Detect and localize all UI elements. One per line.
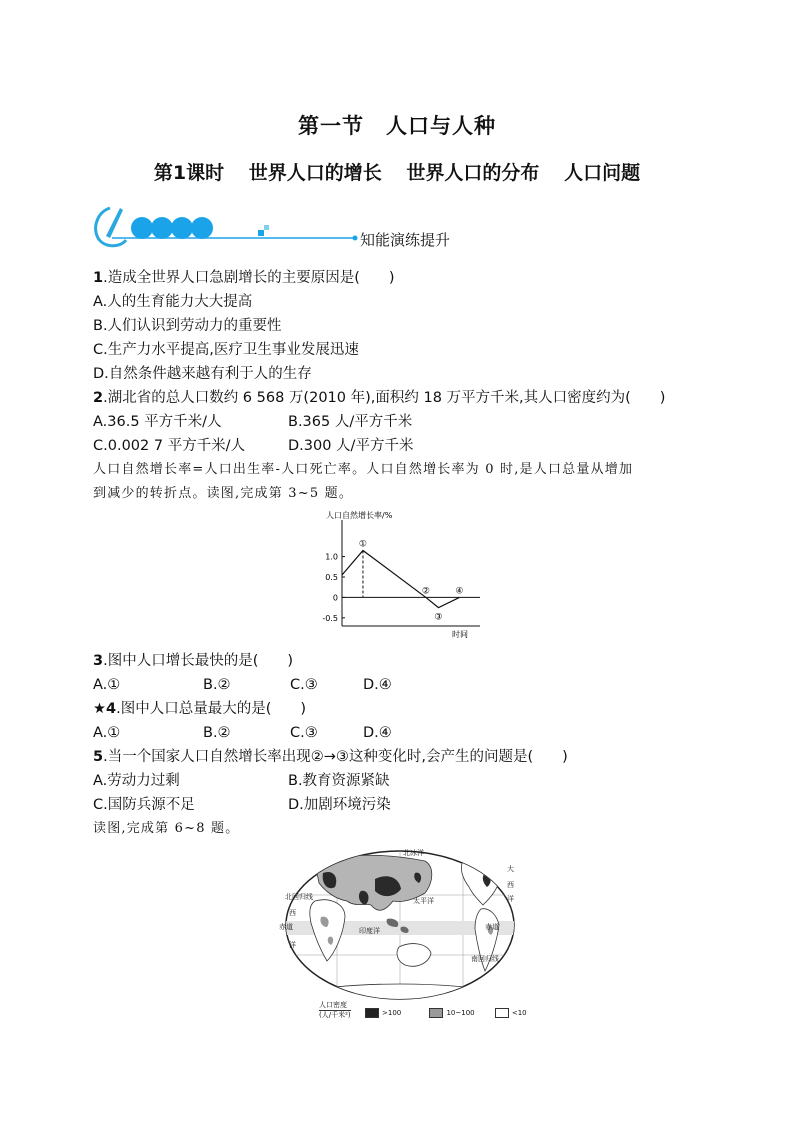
map-label: 西 xyxy=(289,909,296,917)
reading-intro: 读图,完成第 6~8 题。 xyxy=(93,821,240,836)
question-4-stem: ★4.图中人口总量最大的是( ) xyxy=(93,701,307,717)
map-legend xyxy=(319,1001,351,1020)
subtitle-part: 第1课时 xyxy=(153,162,225,184)
question-2-option: B.365 人/平方千米 xyxy=(288,414,413,430)
map-label: 南回归线 xyxy=(471,955,499,963)
question-3-option: D.④ xyxy=(363,677,392,693)
legend-label: <10 xyxy=(511,1009,527,1017)
question-2-stem: 2.湖北省的总人口数约 6 568 万(2010 年),面积约 18 万平方千米,其人口密度约为( ) xyxy=(93,390,666,406)
section-banner xyxy=(92,204,492,250)
subtitle-part: 人口问题 xyxy=(564,162,641,184)
page-title: 第一节 人口与人种 xyxy=(298,114,496,138)
legend-unit: (人/千米²) xyxy=(319,1011,351,1019)
question-2-option: C.0.002 7 平方千米/人 xyxy=(93,438,246,454)
question-5-options-row xyxy=(93,771,390,791)
question-1-option: A.人的生育能力大大提高 xyxy=(93,294,253,310)
map-label: 洋 xyxy=(289,941,296,949)
reading-intro: 到减少的转折点。读图,完成第 3~5 题。 xyxy=(93,486,354,501)
map-label: 赤道 xyxy=(485,923,499,931)
map-label: 洋 xyxy=(507,895,514,903)
question-3-stem: 3.图中人口增长最快的是( ) xyxy=(93,653,294,669)
subtitle-part: 世界人口的增长 xyxy=(248,162,382,184)
lesson-subtitle xyxy=(0,158,794,185)
question-3-options-row xyxy=(93,675,392,695)
y-tick-label: 0 xyxy=(332,593,338,603)
series-line xyxy=(342,550,459,607)
question-3-option: B.② xyxy=(203,677,231,693)
question-2-options-row xyxy=(93,436,413,456)
legend-label: 10~100 xyxy=(446,1009,475,1017)
growth-rate-chart xyxy=(310,506,480,640)
question-4-option: D.④ xyxy=(363,725,392,741)
legend-title: 人口密度 xyxy=(319,1001,351,1011)
legend-swatch xyxy=(495,1008,509,1018)
question-3-option: C.③ xyxy=(290,677,318,693)
map-label: 北冰洋 xyxy=(403,849,424,857)
map-label: 北回归线 xyxy=(285,893,313,901)
question-4-option: B.② xyxy=(203,725,231,741)
map-label: 太平洋 xyxy=(413,897,434,905)
question-1-stem: 1.造成全世界人口急剧增长的主要原因是( ) xyxy=(93,270,395,286)
point-label: ④ xyxy=(455,586,464,597)
map-label: 西 xyxy=(507,881,514,889)
legend-swatch xyxy=(429,1008,443,1018)
y-tick-label: 1.0 xyxy=(325,552,338,562)
point-label: ② xyxy=(421,586,430,597)
question-5-option: A.劳动力过剩 xyxy=(93,773,180,789)
reading-intro: 人口自然增长率=人口出生率-人口死亡率。人口自然增长率为 0 时,是人口总量从增加 xyxy=(93,462,634,477)
question-4-option: C.③ xyxy=(290,725,318,741)
legend-label: >100 xyxy=(382,1009,402,1017)
y-tick-label: 0.5 xyxy=(325,573,338,582)
x-axis-label: 时间 xyxy=(452,630,468,639)
question-2-option: D.300 人/平方千米 xyxy=(288,438,414,454)
question-5-option: D.加剧环境污染 xyxy=(288,797,391,813)
question-1-option: D.自然条件越来越有利于人的生存 xyxy=(93,366,312,382)
point-label: ③ xyxy=(434,612,443,623)
y-axis-label: 人口自然增长率/% xyxy=(326,511,393,520)
question-4-options-row xyxy=(93,723,392,743)
legend-items xyxy=(365,1008,527,1018)
question-1-option: B.人们认识到劳动力的重要性 xyxy=(93,318,282,334)
legend-swatch xyxy=(365,1008,379,1018)
point-label: ① xyxy=(358,539,368,550)
question-4-option: A.① xyxy=(93,725,121,741)
map-label: 印度洋 xyxy=(359,927,380,935)
question-5-option: B.教育资源紧缺 xyxy=(288,773,390,789)
question-2-option: A.36.5 平方千米/人 xyxy=(93,414,222,430)
question-1-option: C.生产力水平提高,医疗卫生事业发展迅速 xyxy=(93,342,359,358)
map-label: 赤道 xyxy=(279,923,293,931)
world-map-figure xyxy=(275,843,525,1003)
question-5-options-row xyxy=(93,795,391,815)
banner-label: 知能演练提升 xyxy=(360,231,451,249)
question-2-options-row xyxy=(93,412,412,432)
subtitle-part: 世界人口的分布 xyxy=(406,162,540,184)
question-5-option: C.国防兵源不足 xyxy=(93,797,195,813)
population-density-map xyxy=(275,843,525,1028)
question-3-option: A.① xyxy=(93,677,121,693)
map-label: 大 xyxy=(507,865,514,873)
question-5-stem: 5.当一个国家人口自然增长率出现②→③这种变化时,会产生的问题是( ) xyxy=(93,749,568,765)
y-tick-label: -0.5 xyxy=(322,613,338,623)
